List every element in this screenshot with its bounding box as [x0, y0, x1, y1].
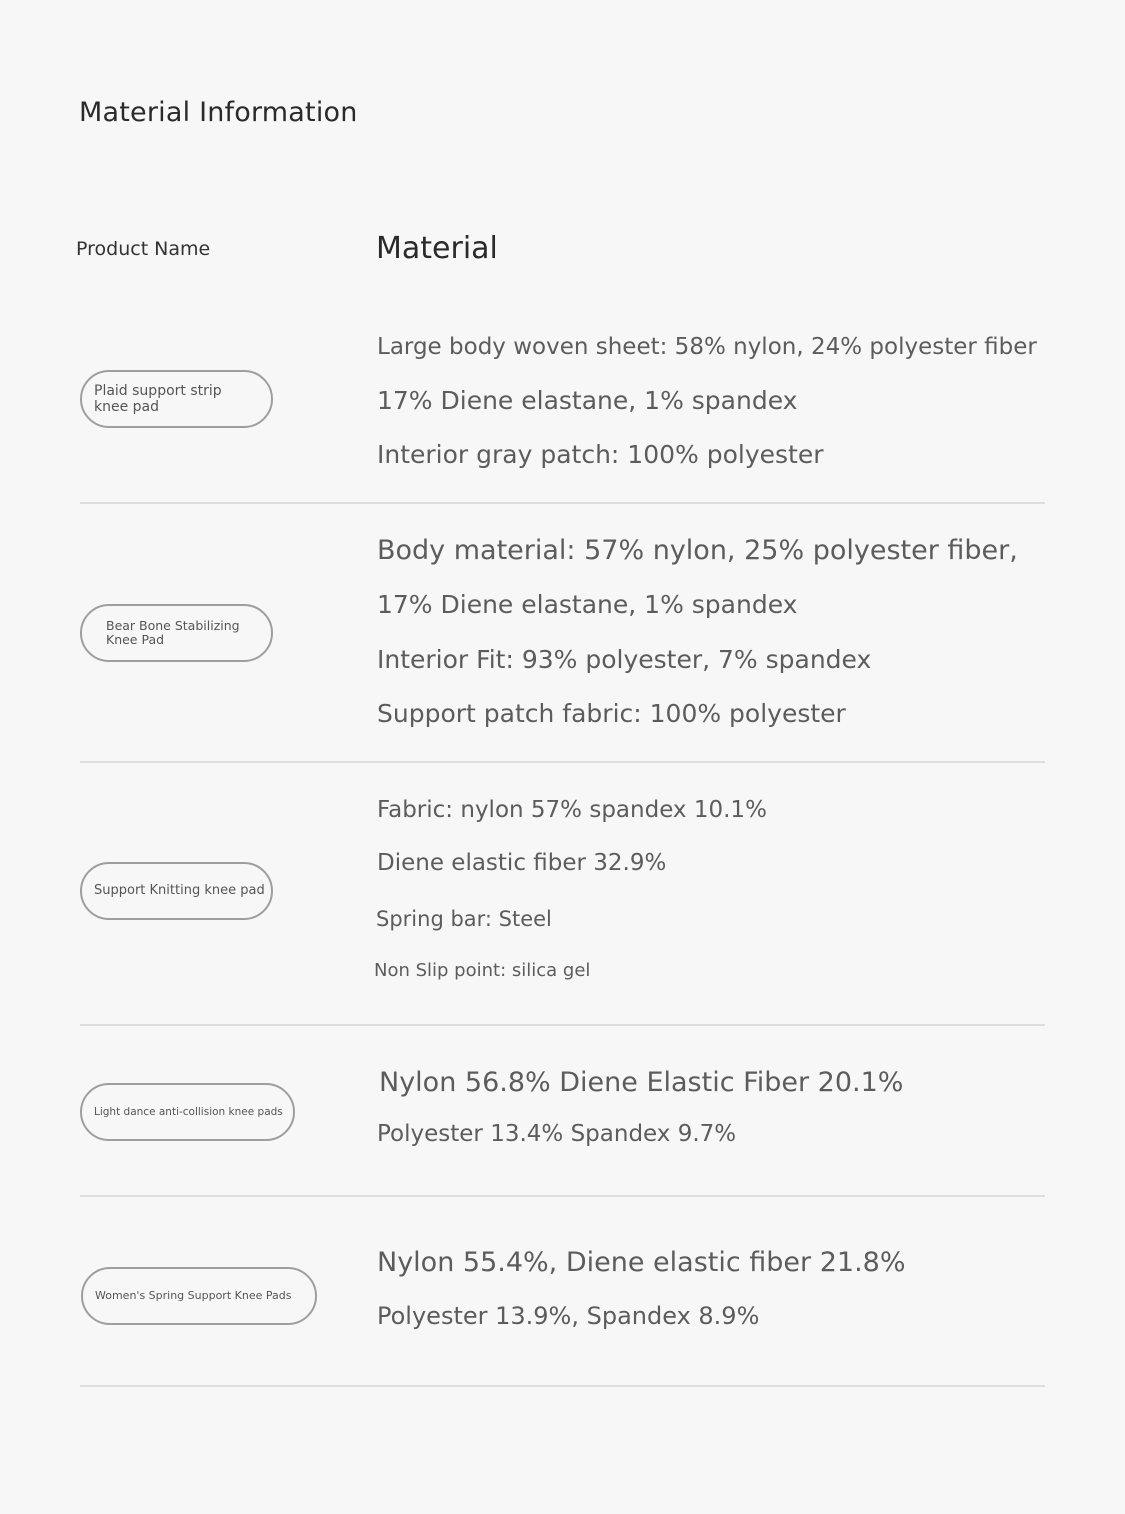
material-line: 17% Diene elastane, 1% spandex — [377, 386, 798, 415]
row-divider — [80, 1024, 1045, 1026]
material-line: Spring bar: Steel — [376, 907, 552, 931]
material-line: Fabric: nylon 57% spandex 10.1% — [377, 797, 767, 823]
material-line: Large body woven sheet: 58% nylon, 24% polyester fiber — [377, 334, 1037, 360]
row-divider — [80, 761, 1045, 763]
product-name-badge — [80, 604, 273, 662]
product-name: Light dance anti-collision knee pads — [94, 1105, 283, 1118]
material-line: Polyester 13.4% Spandex 9.7% — [377, 1121, 737, 1147]
material-line: Polyester 13.9%, Spandex 8.9% — [377, 1302, 760, 1330]
row-divider — [80, 1385, 1045, 1387]
row-divider — [80, 502, 1045, 504]
product-name: Women's Spring Support Knee Pads — [95, 1288, 292, 1302]
product-name-badge — [80, 370, 273, 428]
material-line: Nylon 56.8% Diene Elastic Fiber 20.1% — [379, 1067, 904, 1098]
product-name: Plaid support strip knee pad — [94, 382, 222, 415]
material-line: 17% Diene elastane, 1% spandex — [377, 590, 798, 619]
row-divider — [80, 1195, 1045, 1197]
material-line: Nylon 55.4%, Diene elastic fiber 21.8% — [377, 1247, 906, 1278]
product-name: Support Knitting knee pad — [94, 882, 265, 898]
product-name-badge — [81, 1267, 317, 1325]
material-line: Non Slip point: silica gel — [374, 960, 591, 981]
material-line: Interior Fit: 93% polyester, 7% spandex — [377, 645, 872, 674]
material-line: Interior gray patch: 100% polyester — [377, 440, 824, 469]
material-line: Diene elastic fiber 32.9% — [377, 850, 667, 876]
product-name-badge — [80, 862, 273, 920]
product-name: Bear Bone Stabilizing Knee Pad — [106, 617, 240, 647]
product-name-header: Product Name — [76, 238, 211, 260]
material-header: Material — [376, 231, 498, 266]
material-line: Body material: 57% nylon, 25% polyester fiber, — [377, 535, 1018, 566]
product-name-badge — [80, 1083, 295, 1141]
page-title: Material Information — [79, 97, 358, 128]
material-line: Support patch fabric: 100% polyester — [377, 699, 846, 728]
